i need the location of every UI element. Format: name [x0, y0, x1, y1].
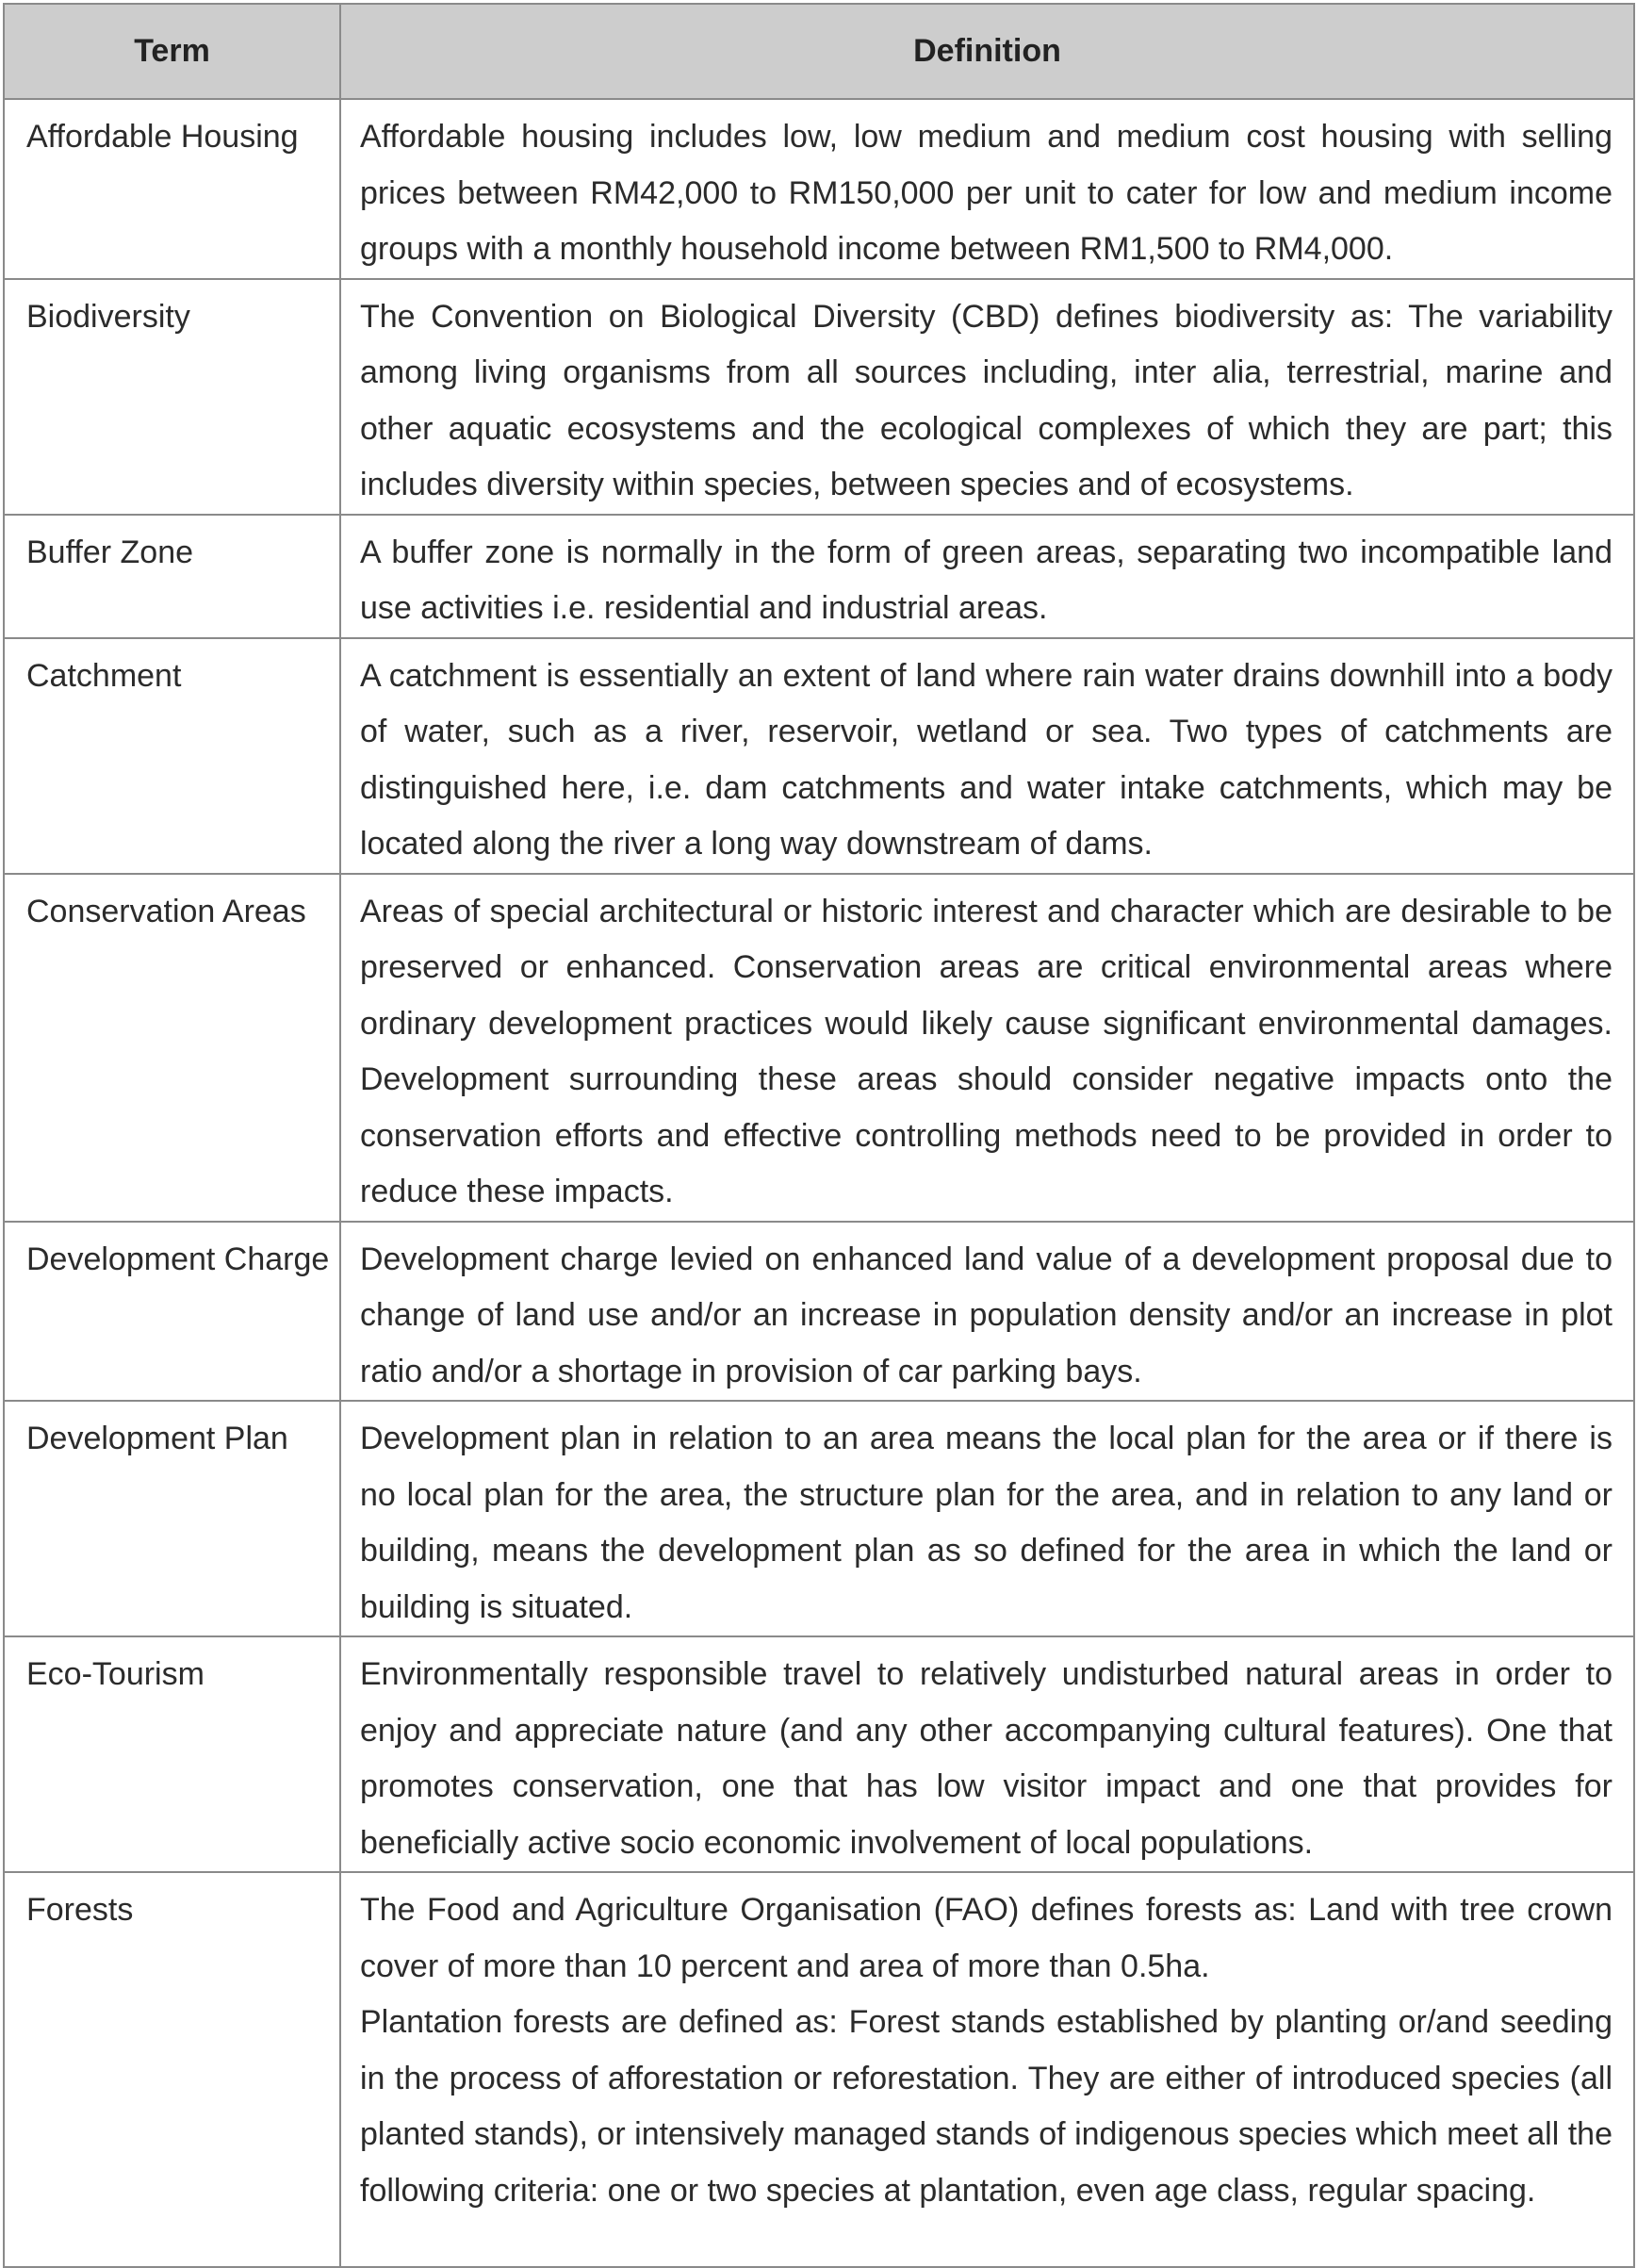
table-row: [4, 99, 1634, 279]
definition-text: Plantation forests are defined as: Forest stands established by planting or/and seeding in the process of afforestation or reforestation. They are either of introduced species (all planted stands), or intensively managed stands of indigenous species which meet all the following criteria: one or two species at plantation, even age class, regular spacing.: [360, 2004, 1612, 2209]
definition-cell: [340, 1872, 1634, 2267]
definition-text: The Food and Agriculture Organisation (FAO) defines forests as: Land with tree crown cover of more than 10 percent and area of more than 0.5ha.: [360, 1892, 1612, 1984]
definition-text: A buffer zone is normally in the form of green areas, separating two incompatible land use activities i.e. residential and industrial areas.: [360, 534, 1612, 626]
definition-text: The Convention on Biological Diversity (CBD) defines biodiversity as: The variability among living organisms from all sources including, inter alia, terrestrial, marine and other aquatic ecosystems and the ecological complexes of which they are part; this includes diversity within species, between species and of ecosystems.: [360, 298, 1612, 502]
table-row: [4, 279, 1634, 515]
term-cell: Biodiversity: [4, 279, 340, 515]
header-row: [4, 4, 1634, 99]
term-cell: Forests: [4, 1872, 340, 2267]
term-cell: Affordable Housing: [4, 99, 340, 279]
table-row: [4, 1872, 1634, 2267]
definition-cell: [340, 1636, 1634, 1872]
definition-text: A catchment is essentially an extent of land where rain water drains downhill into a body of water, such as a river, reservoir, wetland or sea. Two types of catchments are distinguished here, i.e. dam catchments and water intake catchments, which may be located along the river a long way downstream of dams.: [360, 657, 1612, 862]
definition-text: Affordable housing includes low, low medium and medium cost housing with selling prices between RM42,000 to RM150,000 per unit to cater for low and medium income groups with a monthly household income between RM1,500 to RM4,000.: [360, 119, 1612, 267]
table-row: [4, 1636, 1634, 1872]
term-cell: Buffer Zone: [4, 515, 340, 638]
term-cell: Development Plan: [4, 1401, 340, 1636]
definition-cell: [340, 874, 1634, 1222]
definition-cell: [340, 1401, 1634, 1636]
header-definition: Definition: [340, 4, 1634, 99]
header-term: Term: [4, 4, 340, 99]
definition-cell: [340, 1222, 1634, 1402]
glossary-table: [3, 3, 1635, 2268]
definition-cell: [340, 279, 1634, 515]
definition-text: Development plan in relation to an area means the local plan for the area or if there is no local plan for the area, the structure plan for the area, and in relation to any land or building, means the development plan as so defined for the area in which the land or building is situated.: [360, 1421, 1612, 1625]
table-row: [4, 638, 1634, 874]
table-row: [4, 874, 1634, 1222]
definition-cell: [340, 515, 1634, 638]
table-row: [4, 1401, 1634, 1636]
term-cell: Catchment: [4, 638, 340, 874]
definition-text: Environmentally responsible travel to relatively undisturbed natural areas in order to enjoy and appreciate nature (and any other accompanying cultural features). One that promotes conservation, one that has low visitor impact and one that provides for beneficially active socio economic involvement of local populations.: [360, 1656, 1612, 1861]
table-row: [4, 515, 1634, 638]
table-row: [4, 1222, 1634, 1402]
definition-text: Areas of special architectural or historic interest and character which are desirable to be preserved or enhanced. Conservation areas are critical environmental areas where ordinary development practices would likely cause significant environmental damages. Development surrounding these areas should consider negative impacts onto the conservation efforts and effective controlling methods need to be provided in order to reduce these impacts.: [360, 893, 1612, 1209]
term-cell: Eco-Tourism: [4, 1636, 340, 1872]
term-cell: Conservation Areas: [4, 874, 340, 1222]
definition-cell: [340, 638, 1634, 874]
definition-text: Development charge levied on enhanced land value of a development proposal due to change of land use and/or an increase in population density and/or an increase in plot ratio and/or a shortage in provision of car parking bays.: [360, 1241, 1612, 1389]
definition-cell: [340, 99, 1634, 279]
term-cell: Development Charge: [4, 1222, 340, 1402]
